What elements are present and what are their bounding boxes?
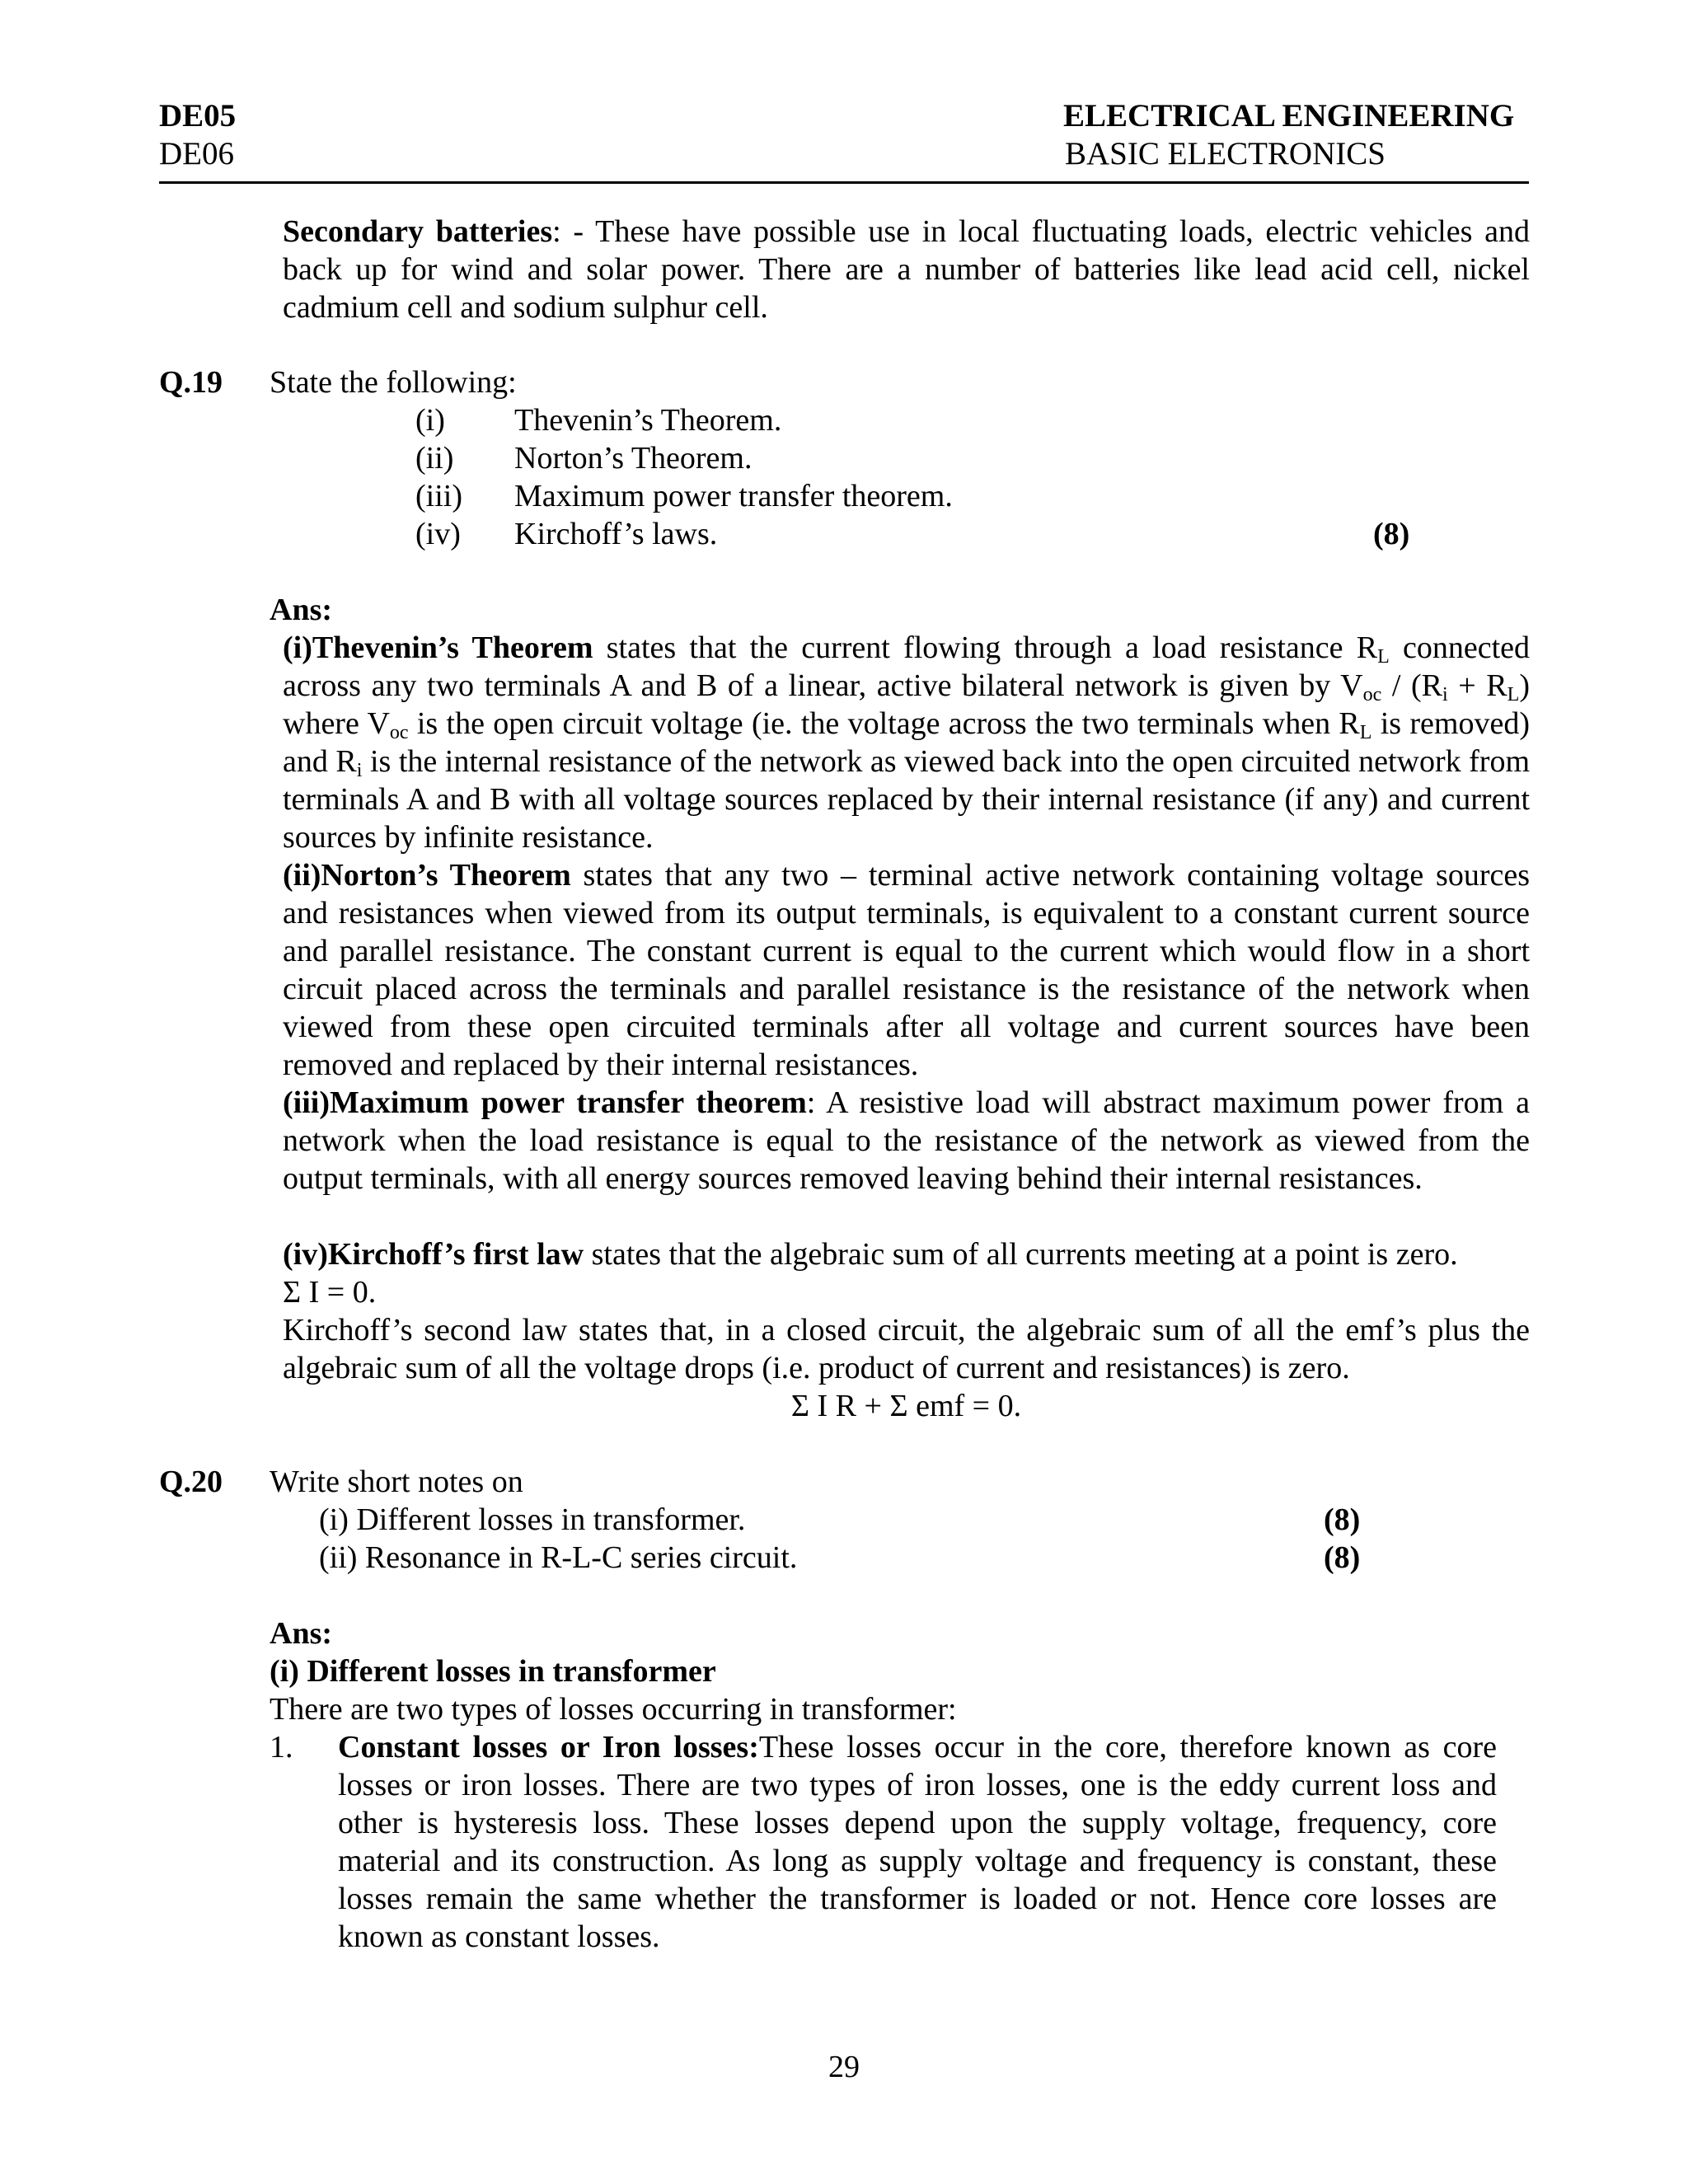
q19-item-text: Kirchoff’s laws. (514, 517, 718, 551)
subject-basic-electronics: BASIC ELECTRONICS (1065, 136, 1386, 171)
question-19-prompt: State the following: (270, 365, 517, 400)
q19-item-num: (iii) (415, 479, 462, 513)
question-20-number: Q.20 (159, 1465, 223, 1499)
point-1-number: 1. (270, 1730, 293, 1765)
subscript-l: L (1507, 684, 1520, 705)
subscript-i: i (1442, 684, 1448, 705)
subject-electrical: ELECTRICAL ENGINEERING (1063, 98, 1515, 134)
kirchoff-first-law-paragraph (283, 1235, 1530, 1273)
thevenin-text: is the internal resistance of the network as viewed back into the open circuited network from terminals A and B with all voltage sources replaced by their internal resistance (if any) and current sources by infinite resistance. (283, 744, 1530, 855)
thevenin-term: (i)Thevenin’s Theorem (283, 630, 593, 665)
question-19-number: Q.19 (159, 365, 223, 400)
q19-item-num: (ii) (415, 441, 454, 476)
q19-item-num: (iv) (415, 517, 461, 551)
kirchoff-first-law-text: states that the algebraic sum of all currents meeting at a point is zero. (584, 1237, 1458, 1272)
course-code-de05: DE05 (159, 98, 237, 134)
q19-item-text: Thevenin’s Theorem. (514, 403, 782, 438)
course-subjects (1063, 97, 1514, 173)
subscript-l: L (1359, 722, 1372, 743)
norton-paragraph (283, 856, 1530, 1084)
course-codes (159, 97, 236, 173)
q19-marks: (8) (1373, 517, 1410, 551)
secondary-batteries-paragraph (283, 213, 1530, 326)
transformer-losses-heading: (i) Different losses in transformer (270, 1654, 716, 1689)
thevenin-text: + R (1447, 668, 1507, 703)
q19-item-text: Maximum power transfer theorem. (514, 479, 953, 513)
subscript-oc: oc (1362, 684, 1382, 705)
constant-losses-term: Constant losses or Iron losses: (338, 1730, 759, 1765)
norton-text: states that any two – terminal active network containing voltage sources and resistances when viewed from its output terminals, is equivalent to a constant current source and parallel resistance. The constant current is equal to the current which would flow in a short circuit placed across the terminals and parallel resistance is the resistance of the network when viewed from these open circuited terminals after all voltage and current sources have been removed and replaced by their internal resistances. (283, 858, 1530, 1082)
subscript-oc: oc (389, 722, 409, 743)
secondary-batteries-term: Secondary batteries (283, 214, 553, 249)
secondary-batteries-text: : - These have possible use in local fluctuating loads, electric vehicles and back up for wind and solar power. There are a number of batteries like lead acid cell, nickel cadmium cell and sodium sulphur cell. (283, 214, 1530, 325)
kirchoff-voltage-equation: Σ I R + Σ emf = 0. (790, 1389, 1022, 1423)
subscript-i: i (356, 760, 363, 781)
subscript-l: L (1377, 646, 1390, 668)
thevenin-text: is removed) and R (283, 706, 1531, 779)
constant-losses-paragraph (338, 1728, 1497, 1956)
q20-item-marks: (8) (1324, 1540, 1361, 1575)
thevenin-text: is the open circuit voltage (ie. the voltage across the two terminals when R (408, 706, 1360, 741)
q20-item-text: (ii) Resonance in R-L-C series circuit. (319, 1540, 798, 1575)
course-code-de06: DE06 (159, 136, 234, 171)
max-power-term: (iii)Maximum power transfer theorem (283, 1085, 807, 1120)
thevenin-text: states that the current flowing through a load resistance R (593, 630, 1378, 665)
q19-item-num: (i) (415, 403, 445, 438)
kirchoff-second-law-paragraph: Kirchoff’s second law states that, in a closed circuit, the algebraic sum of all the emf’s plus the algebraic sum of all the voltage drops (i.e. product of current and resistances) is zero. (283, 1313, 1530, 1385)
header-divider (159, 181, 1529, 184)
max-power-text: : A resistive load will abstract maximum power from a network when the load resistance is equal to the resistance of the network as viewed from the output terminals, with all energy sources removed leaving behind their internal resistances. (283, 1085, 1530, 1196)
q20-answer-label: Ans: (270, 1616, 333, 1651)
q20-item-text: (i) Different losses in transformer. (319, 1502, 746, 1537)
thevenin-paragraph (283, 629, 1530, 856)
page-number: 29 (828, 2050, 860, 2084)
constant-losses-text: These losses occur in the core, therefore known as core losses or iron losses. There are two types of iron losses, one is the eddy current loss and other is hysteresis loss. These losses depend upon the supply voltage, frequency, core material and its construction. As long as supply voltage and frequency is constant, these losses remain the same whether the transformer is loaded or not. Hence core losses are known as constant losses. (338, 1730, 1497, 1954)
kirchoff-first-law-term: (iv)Kirchoff’s first law (283, 1237, 584, 1272)
norton-term: (ii)Norton’s Theorem (283, 858, 571, 893)
thevenin-text: ) where V (283, 668, 1530, 741)
q19-item-text: Norton’s Theorem. (514, 441, 753, 476)
q19-answer-label: Ans: (270, 593, 333, 627)
thevenin-text: / (R (1381, 668, 1442, 703)
q20-item-marks: (8) (1324, 1502, 1361, 1537)
thevenin-text: connected across any two terminals A and B of a linear, active bilateral network is given by V (283, 630, 1530, 703)
max-power-paragraph (283, 1084, 1530, 1197)
question-20-prompt: Write short notes on (270, 1465, 523, 1499)
transformer-losses-intro: There are two types of losses occurring in transformer: (270, 1692, 957, 1727)
kirchoff-current-equation: Σ I = 0. (283, 1275, 377, 1310)
